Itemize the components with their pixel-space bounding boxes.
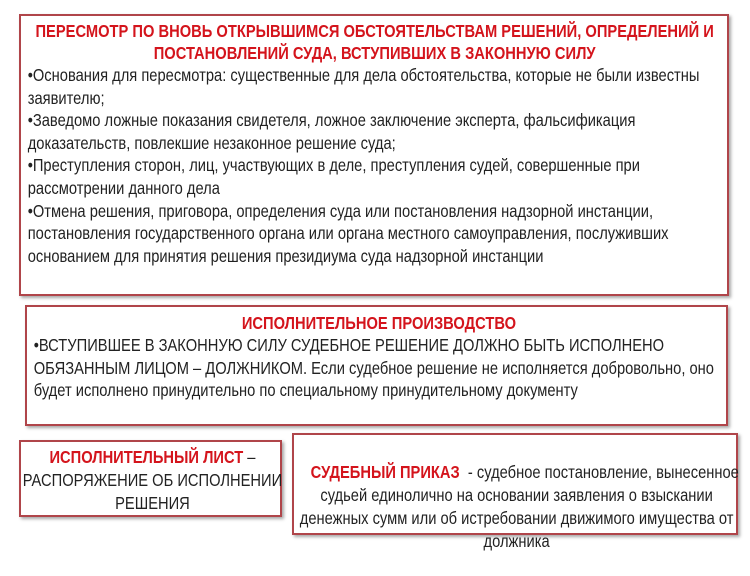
review-item: •Отмена решения, приговора, определения суда или постановления надзорной инстанции, постановления государственного органа или органа местного самоуправления, послуживших основанием для принятия решения президиума суда надзорной инстанции xyxy=(27,200,669,266)
review-item: •Заведомо ложные показания свидетеля, ложное заключение эксперта, фальсификация доказательств, повлекшие незаконное решение суда; xyxy=(27,110,636,153)
enforcement-text: •ВСТУПИВШЕЕ В ЗАКОННУЮ СИЛУ СУДЕБНОЕ РЕШЕНИЕ ДОЛЖНО БЫТЬ ИСПОЛНЕНО ОБЯЗАННЫМ ЛИЦОМ – ДОЛЖНИКОМ. Если судебное решение не исполняется добровольно, оно будет исполнено принудительно по специальному принудительному документу xyxy=(33,335,714,401)
writ-term: ИСПОЛНИТЕЛЬНЫЙ ЛИСТ xyxy=(49,447,244,467)
writ-box xyxy=(19,440,282,517)
enforcement-box xyxy=(25,305,728,426)
review-box xyxy=(19,14,729,296)
enforcement-title: ИСПОЛНИТЕЛЬНОЕ ПРОИЗВОДСТВО xyxy=(241,313,517,333)
writ-definition: – РАСПОРЯЖЕНИЕ ОБ ИСПОЛНЕНИИ РЕШЕНИЯ xyxy=(22,447,283,513)
review-title: ПЕРЕСМОТР ПО ВНОВЬ ОТКРЫВШИМСЯ ОБСТОЯТЕЛЬСТВАМ РЕШЕНИЙ, ОПРЕДЕЛЕНИЙ И ПОСТАНОВЛЕНИЙ СУДА, ВСТУПИВШИХ В ЗАКОННУЮ СИЛУ xyxy=(35,21,714,63)
court-order-box xyxy=(292,433,743,551)
review-item: •Преступления сторон, лиц, участвующих в деле, преступления судей, совершенные при рассмотрении данного дела xyxy=(27,155,640,198)
order-definition: - судебное постановление, вынесенное судьей единолично на основании заявления о взыскании денежных сумм или об истребовании движимого имущества от должника xyxy=(299,462,743,551)
review-item: •Основания для пересмотра: существенные для дела обстоятельства, которые не были известны заявителю; xyxy=(27,65,700,108)
order-term: СУДЕБНЫЙ ПРИКАЗ xyxy=(310,462,460,482)
